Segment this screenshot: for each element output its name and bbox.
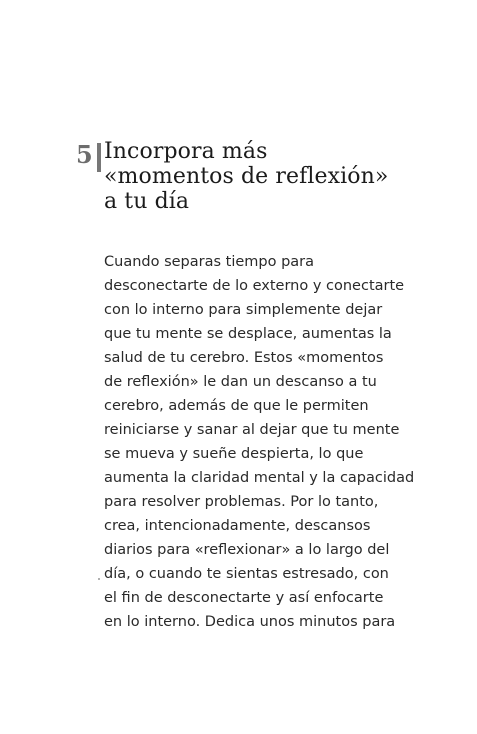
body-paragraph	[104, 250, 444, 634]
body-line: para resolver problemas. Por lo tanto,	[104, 494, 379, 510]
body-line: cerebro, además de que le permiten	[104, 398, 369, 414]
body-line: en lo interno. Dedica unos minutos para	[104, 614, 396, 630]
chapter-title	[104, 139, 454, 214]
chapter-number: 5	[76, 140, 93, 169]
body-line: diarios para «reflexionar» a lo largo del	[104, 542, 390, 558]
body-line: aumenta la claridad mental y la capacidad	[104, 470, 415, 486]
body-line: salud de tu cerebro. Estos «momentos	[104, 350, 384, 366]
body-line: desconectarte de lo externo y conectarte	[104, 278, 405, 294]
body-line: reiniciarse y sanar al dejar que tu mente	[104, 422, 400, 438]
body-line: con lo interno para simplemente dejar	[104, 302, 383, 318]
chapter-title-line: a tu día	[104, 189, 190, 214]
chapter-title-line: «momentos de reflexión»	[104, 164, 389, 189]
body-line: día, o cuando te sientas estresado, con	[104, 566, 389, 582]
body-line: de reflexión» le dan un descanso a tu	[104, 374, 377, 390]
body-line: crea, intencionadamente, descansos	[104, 518, 371, 534]
body-line: Cuando separas tiempo para	[104, 254, 315, 270]
body-line: que tu mente se desplace, aumentas la	[104, 326, 392, 342]
chapter-title-line: Incorpora más	[104, 139, 268, 164]
margin-speck	[98, 578, 100, 580]
body-line: se mueva y sueñe despierta, lo que	[104, 446, 364, 462]
body-line: el fin de desconectarte y así enfocarte	[104, 590, 384, 606]
chapter-divider-bar	[97, 143, 101, 172]
